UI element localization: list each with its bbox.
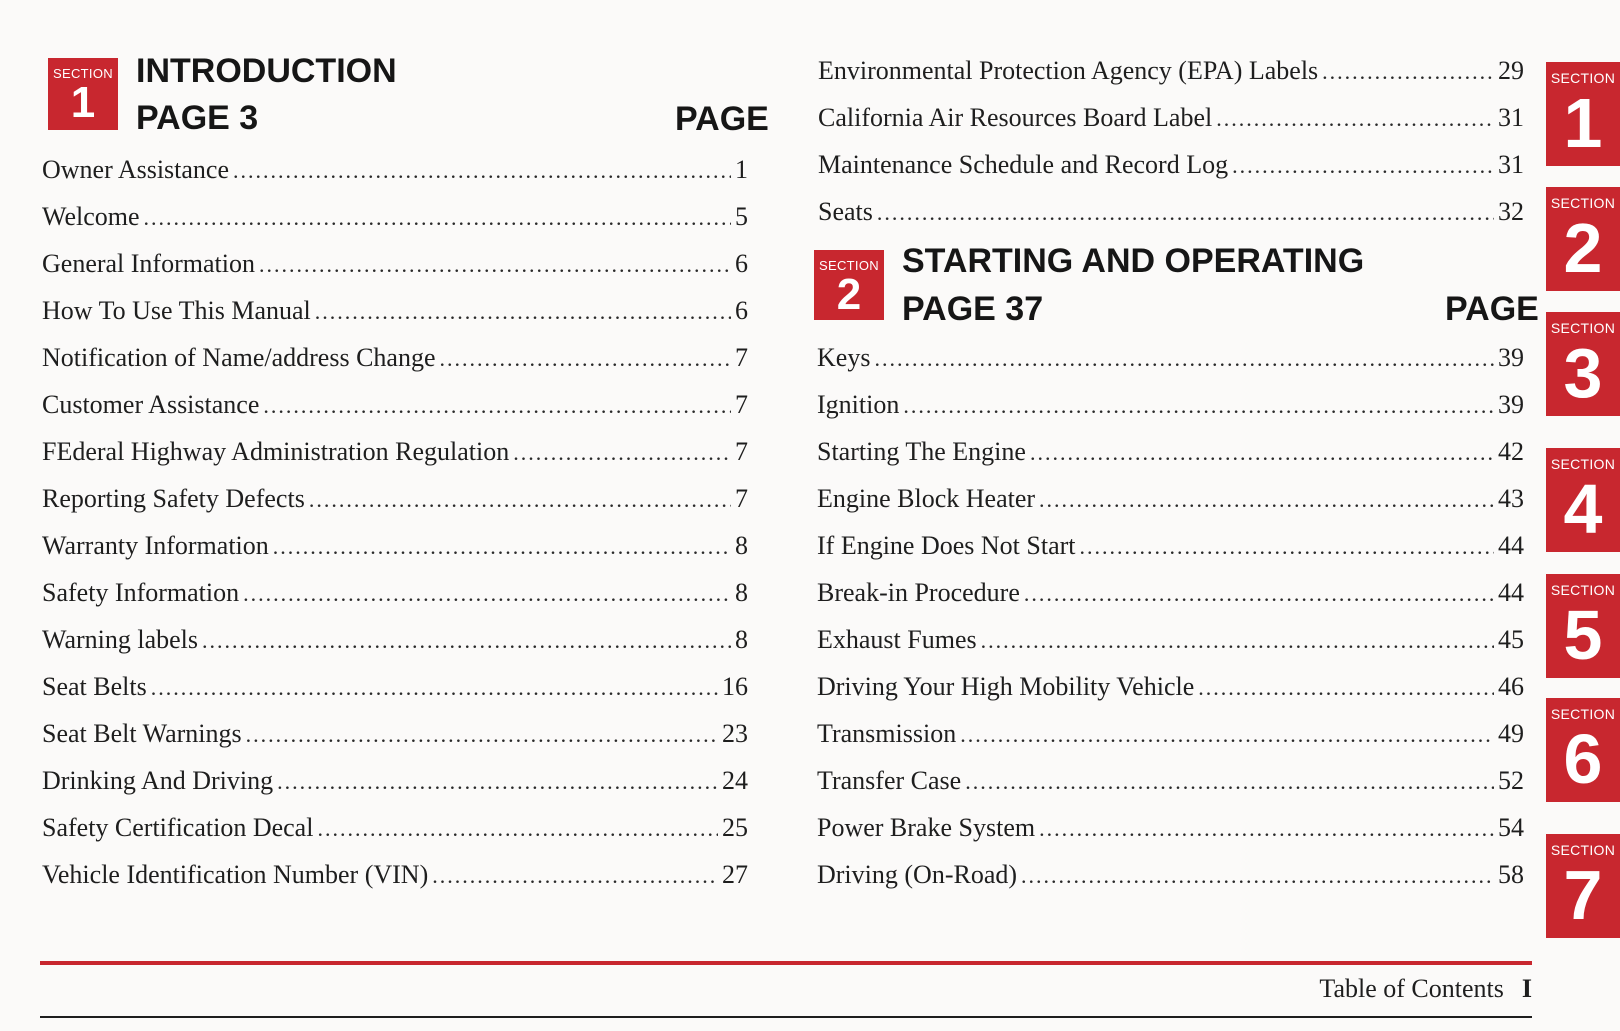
section-tab-number: 4 xyxy=(1563,470,1603,548)
section-tab-label: SECTION xyxy=(1550,195,1616,211)
toc-entry-title: Environmental Protection Agency (EPA) Labels xyxy=(818,56,1319,85)
toc-entry-page: 58 xyxy=(1498,860,1524,889)
section-tab-number: 2 xyxy=(1563,209,1603,287)
toc-entry-page: 31 xyxy=(1498,103,1524,132)
toc-entry-title: California Air Resources Board Label xyxy=(818,103,1213,132)
section-tab-1[interactable] xyxy=(1546,62,1620,166)
toc-entry-page: 52 xyxy=(1498,766,1524,795)
toc-entry-page: 27 xyxy=(722,860,748,889)
toc-entry-title: Safety Information xyxy=(42,578,240,607)
toc-entry-page: 1 xyxy=(735,155,748,184)
toc-entry[interactable] xyxy=(42,202,748,232)
toc-entry-page: 16 xyxy=(722,672,748,701)
toc-entry-page: 49 xyxy=(1498,719,1524,748)
toc-entry-title: Keys xyxy=(817,343,871,372)
toc-entry-title: Transfer Case xyxy=(817,766,962,795)
toc-entry[interactable] xyxy=(42,813,748,843)
toc-entry[interactable] xyxy=(42,531,748,561)
section-tab-2[interactable] xyxy=(1546,187,1620,291)
toc-entry-page: 6 xyxy=(735,296,748,325)
toc-entry-page: 24 xyxy=(722,766,748,795)
toc-entry-page: 42 xyxy=(1498,437,1524,466)
toc-entry[interactable] xyxy=(42,343,748,373)
toc-entry-page: 7 xyxy=(735,437,748,466)
toc-entry-title: Seat Belts xyxy=(42,672,147,701)
section-1-title: INTRODUCTION xyxy=(136,52,397,90)
toc-entry-title: Engine Block Heater xyxy=(817,484,1036,513)
section-2-badge xyxy=(814,250,884,320)
toc-entry[interactable] xyxy=(817,719,1524,749)
section-1-page-ref: PAGE 3 xyxy=(136,99,259,137)
toc-entry-page: 5 xyxy=(735,202,748,231)
toc-entry-page: 39 xyxy=(1498,390,1524,419)
section-1-badge xyxy=(48,58,118,130)
toc-entry[interactable] xyxy=(818,150,1524,180)
toc-entry-title: Seats xyxy=(818,197,873,226)
toc-entry-title: Exhaust Fumes xyxy=(817,625,977,654)
toc-entry[interactable] xyxy=(42,719,748,749)
section-2-toc xyxy=(817,343,1524,889)
toc-entry[interactable] xyxy=(42,296,748,326)
toc-entry-page: 45 xyxy=(1498,625,1524,654)
toc-entry[interactable] xyxy=(817,437,1524,467)
toc-entry-title: FEderal Highway Administration Regulation xyxy=(42,437,510,466)
toc-entry-page: 44 xyxy=(1498,531,1524,560)
toc-entry-title: If Engine Does Not Start xyxy=(817,531,1076,560)
toc-entry-page: 39 xyxy=(1498,343,1524,372)
section-tab-number: 5 xyxy=(1563,596,1603,674)
toc-entry-page: 32 xyxy=(1498,197,1524,226)
toc-entry[interactable] xyxy=(42,484,748,514)
toc-entry-page: 31 xyxy=(1498,150,1524,179)
toc-entry[interactable] xyxy=(817,625,1524,655)
toc-entry-page: 6 xyxy=(735,249,748,278)
toc-entry-title: General Information xyxy=(42,249,255,278)
toc-entry-page: 25 xyxy=(722,813,748,842)
footer-page-numeral: I xyxy=(1521,974,1532,1003)
footer-red-rule xyxy=(40,961,1532,965)
toc-entry-page: 7 xyxy=(735,484,748,513)
section-tab-label: SECTION xyxy=(1550,842,1616,858)
toc-entry[interactable] xyxy=(818,56,1524,86)
toc-entry[interactable] xyxy=(42,766,748,796)
toc-entry[interactable] xyxy=(817,390,1524,420)
section-2-title: STARTING AND OPERATING xyxy=(902,242,1365,280)
toc-entry-title: Reporting Safety Defects xyxy=(42,484,305,513)
toc-entry-title: Break-in Procedure xyxy=(817,578,1020,607)
section-tab-5[interactable] xyxy=(1546,574,1620,678)
toc-entry-title: Ignition xyxy=(817,390,900,419)
toc-entry[interactable] xyxy=(42,672,748,702)
section-tab-label: SECTION xyxy=(1550,320,1616,336)
section-tab-number: 7 xyxy=(1563,856,1603,934)
page-column-header: PAGE xyxy=(1445,290,1539,328)
section-tab-label: SECTION xyxy=(1550,706,1616,722)
toc-entry-title: Drinking And Driving xyxy=(42,766,274,795)
section-1-toc xyxy=(42,155,748,895)
toc-entry-title: Notification of Name/address Change xyxy=(42,343,436,372)
toc-entry[interactable] xyxy=(817,813,1524,843)
toc-entry-title: Warning labels xyxy=(42,625,199,654)
section-tab-label: SECTION xyxy=(1550,582,1616,598)
toc-entry-page: 8 xyxy=(735,531,748,560)
footer-title: Table of Contents xyxy=(1319,974,1504,1003)
toc-entry[interactable] xyxy=(817,484,1524,514)
section-badge-number: 2 xyxy=(836,270,862,319)
toc-entry-title: Seat Belt Warnings xyxy=(42,719,242,748)
toc-entry-title: Warranty Information xyxy=(42,531,269,560)
toc-entry-title: Driving Your High Mobility Vehicle xyxy=(817,672,1195,701)
section-tab-6[interactable] xyxy=(1546,698,1620,802)
toc-entry-page: 8 xyxy=(735,625,748,654)
toc-entry-page: 29 xyxy=(1498,56,1524,85)
section-tab-label: SECTION xyxy=(1550,456,1616,472)
toc-entry-page: 54 xyxy=(1498,813,1524,842)
toc-entry-title: Owner Assistance xyxy=(42,155,230,184)
toc-entry[interactable] xyxy=(42,249,748,279)
section-tab-4[interactable] xyxy=(1546,448,1620,552)
toc-entry[interactable] xyxy=(42,155,748,185)
toc-entry-title: Transmission xyxy=(817,719,957,748)
section-tab-3[interactable] xyxy=(1546,312,1620,416)
footer-label xyxy=(1319,974,1532,1004)
toc-entry-page: 43 xyxy=(1498,484,1524,513)
toc-entry[interactable] xyxy=(42,437,748,467)
section-tab-number: 6 xyxy=(1563,720,1603,798)
toc-entry[interactable] xyxy=(42,578,748,608)
section-tab-number: 1 xyxy=(1563,84,1603,162)
section-2-page-ref: PAGE 37 xyxy=(902,290,1044,328)
toc-entry-title: Vehicle Identification Number (VIN) xyxy=(42,860,429,889)
toc-entry-title: Driving (On-Road) xyxy=(817,860,1018,889)
toc-entry[interactable] xyxy=(42,625,748,655)
page-column-header: PAGE xyxy=(675,100,769,138)
section-badge-label: SECTION xyxy=(819,258,879,273)
toc-entry[interactable] xyxy=(817,672,1524,702)
toc-entry-title: Power Brake System xyxy=(817,813,1036,842)
toc-entry[interactable] xyxy=(817,578,1524,608)
toc-entry-page: 7 xyxy=(735,343,748,372)
toc-entry[interactable] xyxy=(817,343,1524,373)
toc-entry-page: 23 xyxy=(722,719,748,748)
section-1-toc-continued xyxy=(818,56,1524,236)
toc-entry[interactable] xyxy=(817,860,1524,890)
section-tab-number: 3 xyxy=(1563,334,1603,412)
toc-entry-title: Maintenance Schedule and Record Log xyxy=(818,150,1229,179)
toc-entry-page: 46 xyxy=(1498,672,1524,701)
toc-entry[interactable] xyxy=(817,766,1524,796)
toc-entry-title: Welcome xyxy=(42,202,140,231)
toc-entry-title: How To Use This Manual xyxy=(42,296,311,325)
toc-entry-page: 44 xyxy=(1498,578,1524,607)
toc-entry-page: 8 xyxy=(735,578,748,607)
toc-entry[interactable] xyxy=(817,531,1524,561)
toc-entry[interactable] xyxy=(818,103,1524,133)
toc-entry-title: Customer Assistance xyxy=(42,390,260,419)
section-tab-7[interactable] xyxy=(1546,834,1620,938)
section-badge-label: SECTION xyxy=(53,66,113,81)
section-tab-label: SECTION xyxy=(1550,70,1616,86)
footer-black-rule xyxy=(40,1016,1532,1018)
toc-entry-page: 7 xyxy=(735,390,748,419)
toc-entry[interactable] xyxy=(818,197,1524,227)
toc-entry[interactable] xyxy=(42,390,748,420)
toc-entry-title: Starting The Engine xyxy=(817,437,1026,466)
toc-entry-title: Safety Certification Decal xyxy=(42,813,314,842)
section-badge-number: 1 xyxy=(70,78,96,127)
toc-entry[interactable] xyxy=(42,860,748,890)
